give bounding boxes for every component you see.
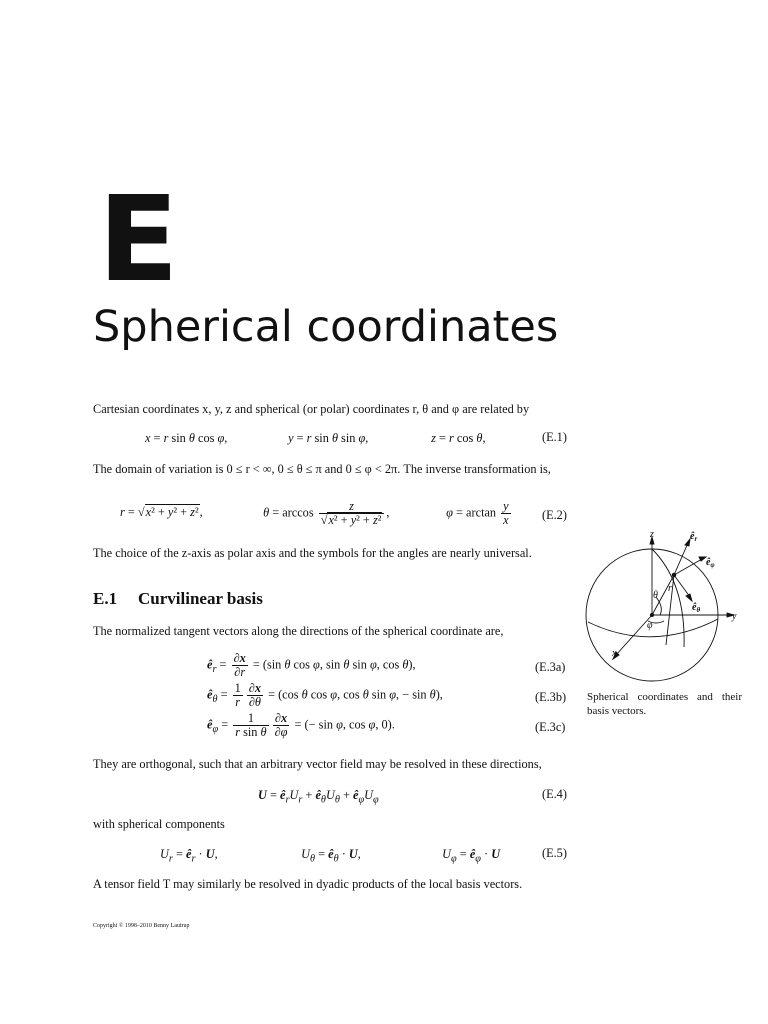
equation-number-e4: (E.4) (542, 787, 567, 801)
label-z: z (650, 529, 654, 540)
label-r: r (668, 583, 672, 594)
orthogonal-paragraph: They are orthogonal, such that an arbitrary vector field may be resolved in these directions, (93, 757, 542, 771)
copyright-footer: Copyright © 1998–2010 Benny Lautrup (93, 923, 190, 929)
tensor-paragraph: A tensor field T may similarly be resolved in dyadic products of the local basis vectors. (93, 877, 523, 891)
equation-number-e5: (E.5) (542, 846, 567, 860)
equation-e2: r = √x² + y² + z², θ = arccos $\frac{z}{\text{√x² + y² + z²}}$ , φ = arctan $\frac{y}{x}$ (120, 499, 509, 527)
equation-number-e2: (E.2) (542, 508, 567, 522)
section-title: Curvilinear basis (138, 589, 263, 608)
etheta-vector (674, 575, 690, 597)
label-er: $ê_r$ (690, 531, 698, 543)
equation-e3c: $ê_\varphi$ = $\frac{1}{\text{r sin θ}}$ $\frac{\partial x}{\partial\varphi}$ = (− sin φ, cos φ, 0). (207, 711, 395, 739)
axis-paragraph: The choice of the z-axis as polar axis and the symbols for the angles are nearly universal. (93, 546, 532, 560)
equation-e3b: $ê_\theta$ = $\frac{1}{r}$ $\frac{\partial x}{\partial\theta}$ = (cos θ cos φ, cos θ sin φ, − sin θ), (207, 681, 443, 709)
equation-e5: $U_r$ = $ê_r \cdot U$, $U_\theta$ = $ê_\theta \cdot U$, $U_\varphi$ = $ê_\varphi \cdot U$ (160, 847, 501, 865)
label-theta: θ (653, 590, 658, 601)
label-y: y (732, 611, 737, 622)
equation-number-e3a: (E.3a) (535, 660, 566, 674)
figure-caption: Spherical coordinates and their basis vectors. (587, 691, 742, 717)
domain-paragraph: The domain of variation is 0 ≤ r < ∞, 0 ≤ θ ≤ π and 0 ≤ φ < 2π. The inverse transformation is, (93, 462, 551, 476)
label-etheta: $ê_\theta$ (692, 602, 701, 614)
equator-arc (588, 619, 718, 637)
chapter-title: Spherical coordinates (93, 302, 559, 352)
equation-e4: $U = ê_rU_r$ + $ê_\theta U_\theta$ + $ê_\varphi U_\varphi$ (258, 788, 379, 806)
equation-e3a: $ê_r$ = $\frac{\partial x}{\partial r}$ = (sin θ cos φ, sin θ sin φ, cos θ), (207, 651, 416, 679)
label-x: x (612, 648, 617, 659)
label-ephi: $ê_\varphi$ (706, 557, 715, 569)
equation-number-e3c: (E.3c) (535, 720, 566, 734)
spherical-coordinates-figure (580, 525, 750, 685)
tangent-paragraph: The normalized tangent vectors along the directions of the spherical coordinate are, (93, 624, 504, 638)
label-phi: φ (647, 620, 653, 631)
equation-number-e1: (E.1) (542, 430, 567, 444)
er-vector (674, 543, 688, 575)
equation-e1: x = r sin θ cos φ, y = r sin θ sin φ, z = r cos θ, (145, 431, 486, 445)
etheta-arrow (686, 594, 692, 601)
section-number: E.1 (93, 589, 118, 608)
chapter-letter: E (98, 170, 177, 308)
intro-paragraph: Cartesian coordinates x, y, z and spherical (or polar) coordinates r, θ and φ are related by (93, 402, 530, 416)
equation-number-e3b: (E.3b) (535, 690, 567, 704)
point-marker (672, 573, 676, 577)
origin-marker (650, 613, 653, 616)
section-heading (93, 589, 263, 609)
components-paragraph: with spherical components (93, 817, 225, 831)
